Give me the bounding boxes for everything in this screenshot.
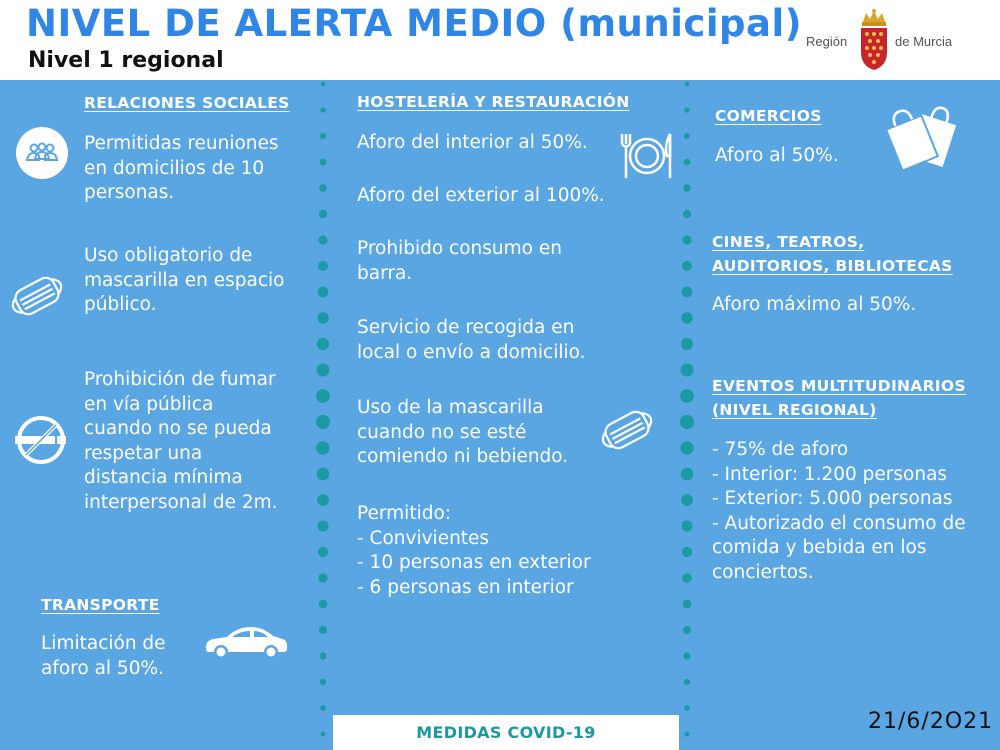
mascarilla-text bbox=[84, 244, 284, 318]
permitido-line: Permitido: bbox=[357, 503, 452, 524]
date-label: 21/6/2O21 bbox=[868, 709, 994, 734]
eventos-line: - Exterior: 5.000 personas bbox=[712, 488, 953, 509]
transporte-title: TRANSPORTE bbox=[41, 596, 160, 614]
transporte-line: aforo al 50%. bbox=[41, 657, 164, 679]
no-smoking-icon bbox=[14, 415, 68, 465]
reuniones-line: Permitidas reuniones bbox=[84, 133, 279, 154]
transporte-text bbox=[41, 632, 166, 681]
fumar-text bbox=[84, 368, 278, 515]
eventos-title bbox=[712, 374, 966, 422]
fumar-line: Prohibición de fumar bbox=[84, 369, 276, 390]
fumar-line: interpersonal de 2m. bbox=[84, 491, 278, 513]
aforo-interior-text: Aforo del interior al 50%. bbox=[357, 132, 588, 153]
face-mask-icon bbox=[2, 268, 72, 324]
page-subtitle: Nivel 1 regional bbox=[28, 48, 224, 73]
car-icon bbox=[203, 623, 289, 661]
mascarilla-hosteleria-line: Uso de la mascarilla bbox=[357, 397, 544, 418]
recogida-line: local o envío a domicilio. bbox=[357, 341, 586, 363]
divider-dots-right bbox=[679, 80, 695, 750]
permitido-line: - 10 personas en exterior bbox=[357, 552, 591, 573]
header bbox=[0, 0, 1000, 80]
mascarilla-line: mascarilla en espacio bbox=[84, 269, 285, 291]
relaciones-sociales-title: RELACIONES SOCIALES bbox=[84, 94, 290, 112]
eventos-line: - 75% de aforo bbox=[712, 439, 849, 460]
cines-title-line: CINES, TEATROS, bbox=[712, 233, 865, 251]
face-mask-icon bbox=[592, 402, 662, 458]
eventos-text bbox=[712, 438, 966, 585]
eventos-title-line: (NIVEL REGIONAL) bbox=[712, 401, 877, 419]
permitido-line: - 6 personas en interior bbox=[357, 576, 574, 598]
recogida-line: Servicio de recogida en bbox=[357, 317, 575, 338]
mascarilla-hosteleria-line: cuando no se esté bbox=[357, 421, 527, 443]
mascarilla-hosteleria-line: comiendo ni bebiendo. bbox=[357, 446, 569, 467]
medidas-covid-banner: MEDIDAS COVID-19 bbox=[333, 715, 679, 750]
reuniones-line: personas. bbox=[84, 182, 175, 203]
reuniones-text bbox=[84, 132, 279, 206]
fumar-line: distancia mínima bbox=[84, 467, 243, 488]
reuniones-line: en domicilios de 10 bbox=[84, 157, 265, 179]
recogida-text bbox=[357, 316, 586, 365]
eventos-line: - Interior: 1.200 personas bbox=[712, 463, 948, 485]
mascarilla-line: público. bbox=[84, 294, 157, 315]
comercios-title: COMERCIOS bbox=[715, 107, 822, 125]
main-panel bbox=[0, 80, 1000, 750]
cines-title-line: AUDITORIOS, BIBLIOTECAS bbox=[712, 257, 953, 275]
fumar-line: respetar una bbox=[84, 442, 203, 464]
region-murcia-logo bbox=[806, 8, 966, 72]
permitido-line: - Convivientes bbox=[357, 527, 490, 549]
shopping-bags-icon bbox=[884, 100, 962, 172]
eventos-line: conciertos. bbox=[712, 561, 814, 583]
page-title: NIVEL DE ALERTA MEDIO (municipal) bbox=[26, 2, 803, 45]
mascarilla-line: Uso obligatorio de bbox=[84, 245, 253, 266]
permitido-text bbox=[357, 502, 591, 600]
hosteleria-title: HOSTELERÍA Y RESTAURACIÓN bbox=[357, 93, 630, 111]
eventos-title-line: EVENTOS MULTITUDINARIOS bbox=[712, 377, 966, 395]
coat-of-arms-icon bbox=[857, 8, 891, 72]
eventos-line: - Autorizado el consumo de bbox=[712, 512, 966, 534]
transporte-line: Limitación de bbox=[41, 633, 166, 654]
aforo-exterior-text: Aforo del exterior al 100%. bbox=[357, 185, 605, 206]
cines-text: Aforo máximo al 50%. bbox=[712, 294, 917, 315]
comercios-text: Aforo al 50%. bbox=[715, 145, 839, 166]
eventos-line: comida y bebida en los bbox=[712, 537, 927, 558]
cines-title bbox=[712, 230, 953, 278]
fumar-line: en vía pública bbox=[84, 393, 214, 415]
plate-cutlery-icon bbox=[618, 132, 676, 180]
group-people-icon bbox=[15, 126, 69, 180]
logo-text-right: de Murcia bbox=[895, 34, 953, 49]
barra-text bbox=[357, 237, 562, 286]
divider-dots-left bbox=[315, 80, 331, 750]
fumar-line: cuando no se pueda bbox=[84, 418, 272, 439]
barra-line: Prohibido consumo en bbox=[357, 238, 562, 259]
logo-text-left: Región bbox=[806, 34, 848, 49]
mascarilla-hosteleria-text bbox=[357, 396, 568, 470]
barra-line: barra. bbox=[357, 262, 413, 284]
